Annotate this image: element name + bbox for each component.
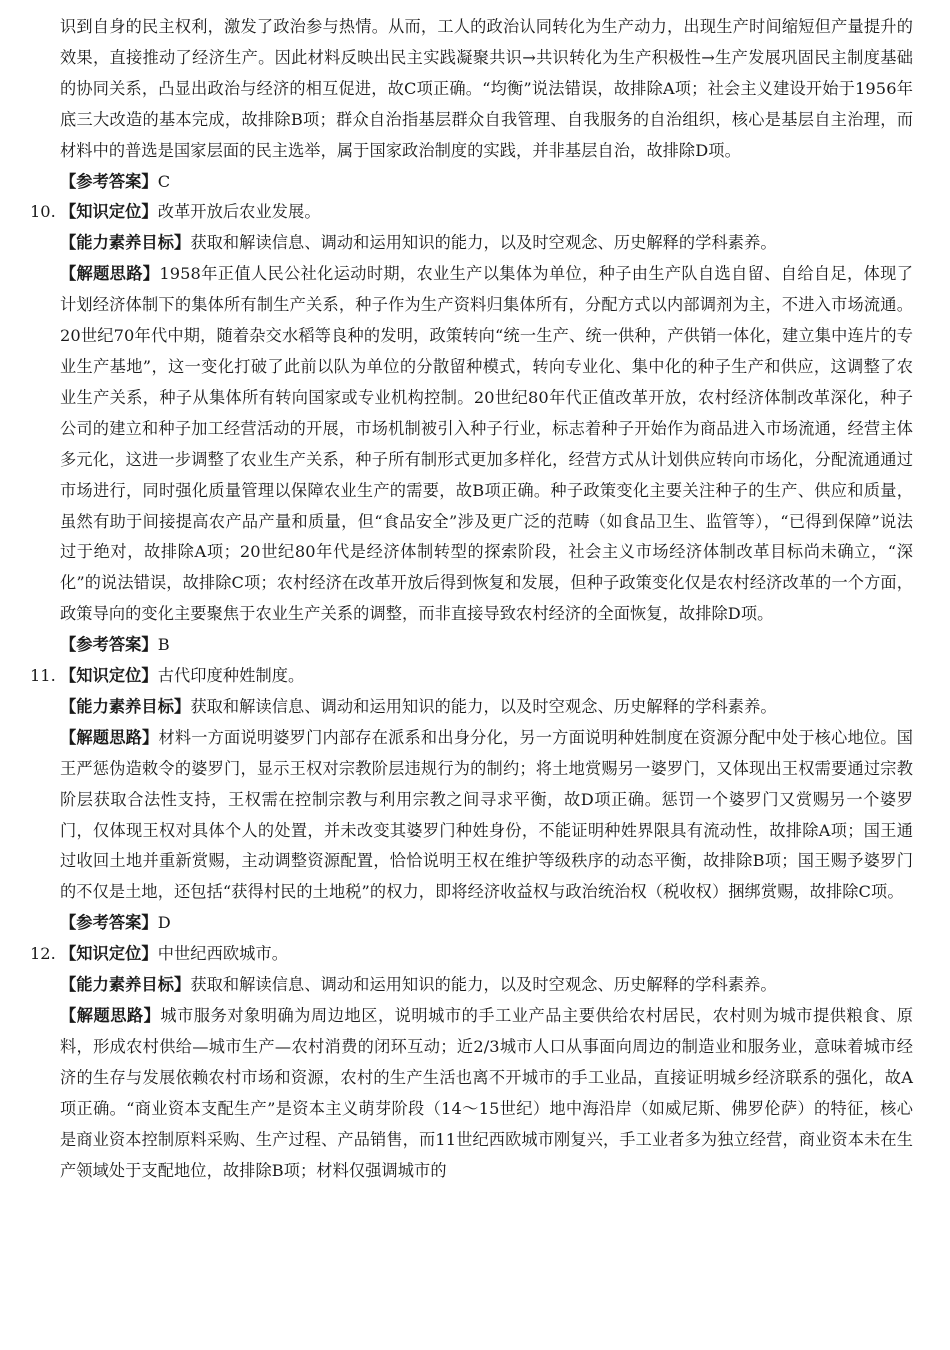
question-number: 11. — [30, 666, 56, 686]
knowledge-line — [60, 939, 913, 970]
question-number: 12. — [30, 944, 56, 964]
question-12 — [30, 939, 913, 1186]
ability-text: 获取和解读信息、调动和运用知识的能力，以及时空观念、历史解释的学科素养。 — [190, 233, 777, 253]
knowledge-text: 中世纪西欧城市。 — [157, 944, 289, 964]
question-number: 10. — [30, 202, 56, 222]
thinking-label: 【解题思路】 — [60, 264, 160, 284]
thinking-paragraph — [60, 259, 913, 630]
ability-line — [60, 228, 913, 259]
answer-line — [60, 908, 913, 939]
ability-text: 获取和解读信息、调动和运用知识的能力，以及时空观念、历史解释的学科素养。 — [190, 696, 777, 716]
knowledge-label: 【知识定位】 — [60, 944, 158, 964]
knowledge-text: 改革开放后农业发展。 — [157, 202, 321, 222]
ability-line — [60, 970, 913, 1001]
q9-answer-value: C — [157, 171, 171, 191]
answer-value: B — [157, 635, 170, 655]
answer-label: 【参考答案】 — [60, 171, 158, 191]
knowledge-text: 古代印度种姓制度。 — [157, 666, 305, 686]
knowledge-label: 【知识定位】 — [60, 666, 158, 686]
knowledge-label: 【知识定位】 — [60, 202, 158, 222]
answer-label: 【参考答案】 — [60, 635, 158, 655]
knowledge-line — [60, 661, 913, 692]
ability-text: 获取和解读信息、调动和运用知识的能力，以及时空观念、历史解释的学科素养。 — [190, 975, 777, 995]
ability-label: 【能力素养目标】 — [60, 696, 191, 716]
thinking-label: 【解题思路】 — [60, 1006, 161, 1025]
ability-label: 【能力素养目标】 — [60, 975, 191, 995]
thinking-text: 城市服务对象明确为周边地区，说明城市的手工业产品主要供给农村居民，农村则为城市提供粮食、原料，形成农村供给—城市生产—农村消费的闭环互动；近2/3城市人口从事面向周边的制造业和服务业，意味着城市经济的生存与发展依赖农村市场和资源，农村的生产生活也离不开城市的手工业品，直接证明城乡经济联系的强化，故A项正确。“商业资本支配生产”是资本主义萌芽阶段（14～15世纪）地中海沿岸（如威尼斯、佛罗伦萨）的特征，核心是商业资本控制原料采购、生产过程、产品销售，而11世纪西欧城市刚复兴，手工业者多为独立经营，商业资本未在生产领域处于支配地位，故排除B项；材料仅强调城市的 — [60, 1006, 913, 1180]
thinking-paragraph — [60, 723, 913, 908]
ability-line — [60, 692, 913, 723]
answer-value: D — [157, 913, 171, 933]
question-10 — [30, 197, 913, 661]
knowledge-line — [60, 197, 913, 228]
question-11 — [30, 661, 913, 939]
q9-answer-line — [60, 167, 913, 198]
ability-label: 【能力素养目标】 — [60, 233, 191, 253]
thinking-label: 【解题思路】 — [60, 727, 159, 747]
thinking-text: 1958年正值人民公社化运动时期，农业生产以集体为单位，种子由生产队自选自留、自给自足，体现了计划经济体制下的集体所有制生产关系，种子作为生产资料归集体所有，分配方式以内部调剂为主，不进入市场流通。20世纪70年代中期，随着杂交水稻等良种的发明，政策转向“统一生产、统一供种，产供销一体化，建立集中连片的专业生产基地”，这一变化打破了此前以队为单位的分散留种模式，转向专业化、集中化的种子生产和供应，这调整了农业生产关系，种子从集体所有转向国家或专业机构控制。20世纪80年代正值改革开放，农村经济体制改革深化，种子公司的建立和种子加工经营活动的开展，市场机制被引入种子行业，标志着种子开始作为商品进入市场流通，经营主体多元化，这进一步调整了农业生产关系，种子所有制形式更加多样化，经营方式从计划供应转向市场化，分配流通通过市场进行，同时强化质量管理以保障农业生产的需要，故B项正确。种子政策变化主要关注种子的生产、供应和质量，虽然有助于间接提高农产品产量和质量，但“食品安全”涉及更广泛的范畴（如食品卫生、监管等），“已得到保障”说法过于绝对，故排除A项；20世纪80年代是经济体制转型的探索阶段，社会主义市场经济体制改革目标尚未确立，“深化”的说法错误，故排除C项；农村经济在改革开放后得到恢复和发展，但种子政策变化仅是农村经济改革的一个方面，政策导向的变化主要聚焦于农业生产关系的调整，而非直接导致农村经济的全面恢复，故排除D项。 — [60, 264, 913, 624]
thinking-paragraph — [60, 1001, 913, 1186]
answer-label: 【参考答案】 — [60, 913, 158, 933]
q9-analysis-continued: 识到自身的民主权利，激发了政治参与热情。从而，工人的政治认同转化为生产动力，出现生产时间缩短但产量提升的效果，直接推动了经济生产。因此材料反映出民主实践凝聚共识→共识转化为生产积极性→生产发展巩固民主制度基础的协同关系，凸显出政治与经济的相互促进，故C项正确。“均衡”说法错误，故排除A项；社会主义建设开始于1956年底三大改造的基本完成，故排除B项；群众自治指基层群众自我管理、自我服务的自治组织，核心是基层自主治理，而材料中的普选是国家层面的民主选举，属于国家政治制度的实践，并非基层自治，故排除D项。 — [60, 17, 913, 160]
answer-line — [60, 630, 913, 661]
page-content — [30, 12, 913, 1186]
thinking-text: 材料一方面说明婆罗门内部存在派系和出身分化，另一方面说明种姓制度在资源分配中处于核心地位。国王严惩伪造敕令的婆罗门，显示王权对宗教阶层违规行为的制约；将土地赏赐另一婆罗门，又体现出王权需要通过宗教阶层获取合法性支持，王权需在控制宗教与利用宗教之间寻求平衡，故D项正确。惩罚一个婆罗门又赏赐另一个婆罗门，仅体现王权对具体个人的处置，并未改变其婆罗门种姓身份，不能证明种姓界限具有流动性，故排除A项；国王通过收回土地并重新赏赐，主动调整资源配置，恰恰说明王权在维护等级秩序的动态平衡，故排除B项；国王赐予婆罗门的不仅是土地，还包括“获得村民的土地税”的权力，即将经济收益权与政治统治权（税收权）捆绑赏赐，故排除C项。 — [60, 727, 913, 902]
